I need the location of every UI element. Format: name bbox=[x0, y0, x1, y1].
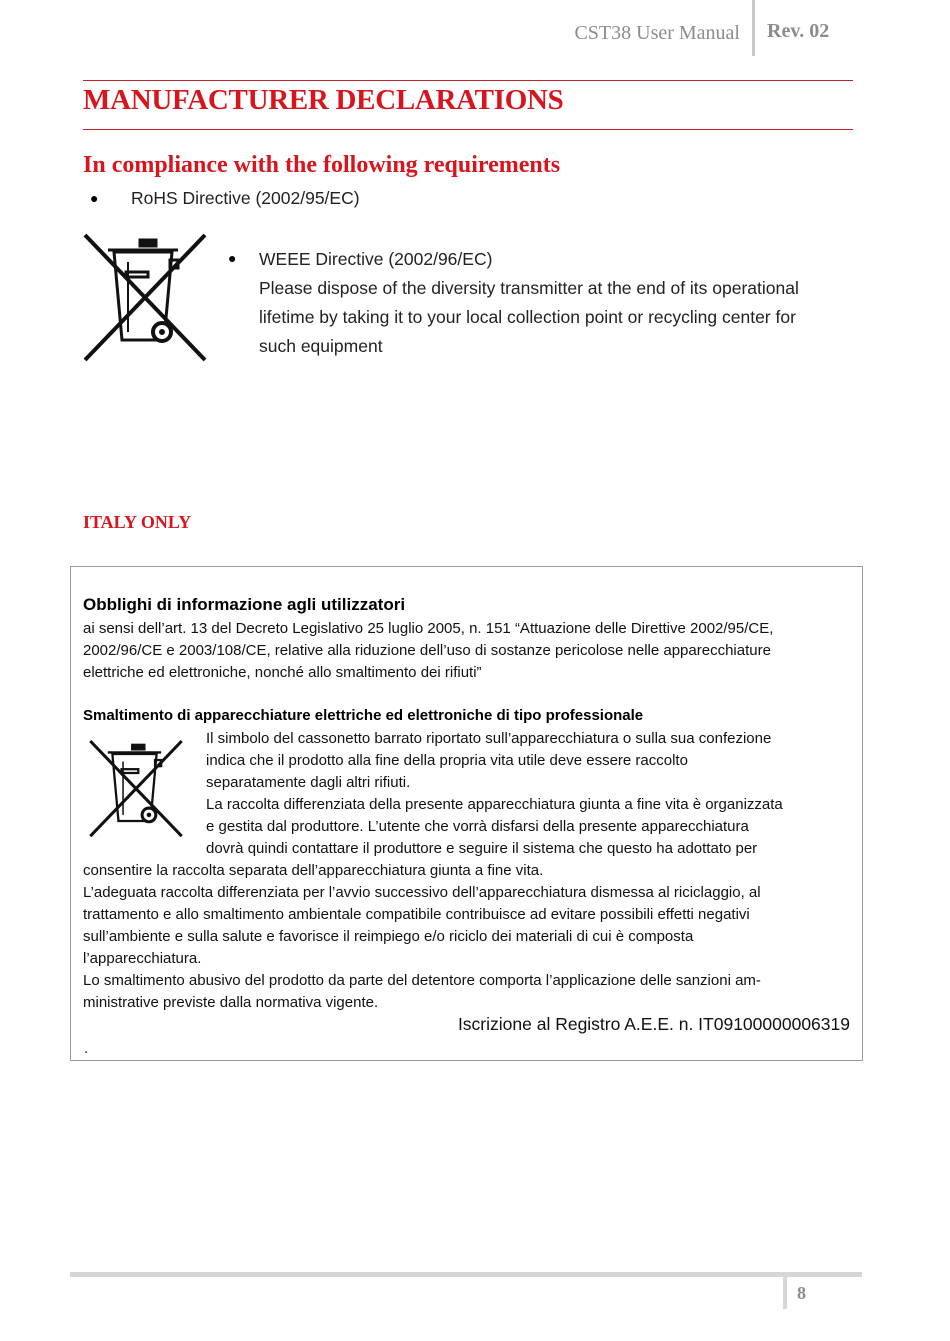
body-line: ministrative previste dalla normativa vigente. bbox=[83, 994, 379, 1011]
weee-line: Please dispose of the diversity transmitter at the end of its operational bbox=[259, 278, 799, 298]
body-paragraph bbox=[83, 860, 853, 1014]
header-divider bbox=[752, 0, 755, 56]
symbol-paragraph bbox=[206, 728, 856, 860]
body-line: L’adeguata raccolta differenziata per l’avvio successivo dell’apparecchiatura dismessa al riciclaggio, al bbox=[83, 884, 761, 901]
footer-rule bbox=[70, 1272, 862, 1277]
symbol-line: La raccolta differenziata della presente apparecchiatura giunta a fine vita è organizzata bbox=[206, 796, 783, 813]
disposal-subheading: Smaltimento di apparecchiature elettriche ed elettroniche di tipo professionale bbox=[83, 707, 644, 724]
intro-line: 2002/96/CE e 2003/108/CE, relative alla riduzione dell’uso di sostanze pericolose nelle apparecchiature bbox=[83, 642, 771, 659]
bullet: ● bbox=[228, 250, 237, 266]
weee-line: lifetime by taking it to your local collection point or recycling center for bbox=[259, 307, 796, 327]
weee-description bbox=[259, 245, 859, 361]
body-line: sull’ambiente e sulla salute e favorisce il reimpiego e/o riciclo dei materiali di cui è composta bbox=[83, 928, 694, 945]
trailing-dot: . bbox=[84, 1040, 89, 1057]
body-line: Lo smaltimento abusivo del prodotto da parte del detentore comporta l’applicazione delle sanzioni am- bbox=[83, 972, 761, 989]
weee-bin-icon bbox=[88, 738, 184, 840]
weee-title: WEEE Directive (2002/96/EC) bbox=[259, 249, 493, 269]
compliance-heading: In compliance with the following requirements bbox=[83, 152, 561, 178]
weee-bin-icon bbox=[82, 232, 208, 364]
rohs-item: RoHS Directive (2002/95/EC) bbox=[131, 188, 360, 208]
symbol-line: dovrà quindi contattare il produttore e seguire il sistema che questo ha adottato per bbox=[206, 840, 758, 857]
intro-line: elettriche ed elettroniche, nonché allo smaltimento dei rifiuti” bbox=[83, 664, 482, 681]
box-title: Obblighi di informazione agli utilizzatori bbox=[83, 595, 406, 614]
body-line: consentire la raccolta separata dell’apparecchiatura giunta a fine vita. bbox=[83, 862, 544, 879]
bullet: ● bbox=[90, 190, 99, 206]
revision-label: Rev. 02 bbox=[767, 20, 830, 42]
intro-paragraph bbox=[83, 618, 853, 684]
symbol-line: Il simbolo del cassonetto barrato riportato sull’apparecchiatura o sulla sua confezione bbox=[206, 730, 772, 747]
italy-heading: ITALY ONLY bbox=[83, 512, 192, 532]
title-bottom-rule bbox=[83, 129, 853, 130]
body-line: trattamento e allo smaltimento ambientale compatibile contribuisce ad evitare possibili effetti negativi bbox=[83, 906, 750, 923]
footer-divider bbox=[783, 1275, 787, 1309]
title-top-rule bbox=[83, 80, 853, 81]
body-line: l’apparecchiatura. bbox=[83, 950, 202, 967]
symbol-line: e gestita dal produttore. L’utente che vorrà disfarsi della presente apparecchiatura bbox=[206, 818, 749, 835]
manual-title: CST38 User Manual bbox=[574, 22, 740, 44]
registry-number: Iscrizione al Registro A.E.E. n. IT09100000006319 bbox=[457, 1014, 850, 1034]
symbol-line: separatamente dagli altri rifiuti. bbox=[206, 774, 411, 791]
intro-line: ai sensi dell’art. 13 del Decreto Legislativo 25 luglio 2005, n. 151 “Attuazione delle Direttive 2002/95/CE, bbox=[83, 620, 774, 637]
weee-line: such equipment bbox=[259, 336, 383, 356]
page-number: 8 bbox=[797, 1283, 806, 1303]
page-title: MANUFACTURER DECLARATIONS bbox=[83, 84, 564, 116]
symbol-line: indica che il prodotto alla fine della propria vita utile deve essere raccolto bbox=[206, 752, 688, 769]
